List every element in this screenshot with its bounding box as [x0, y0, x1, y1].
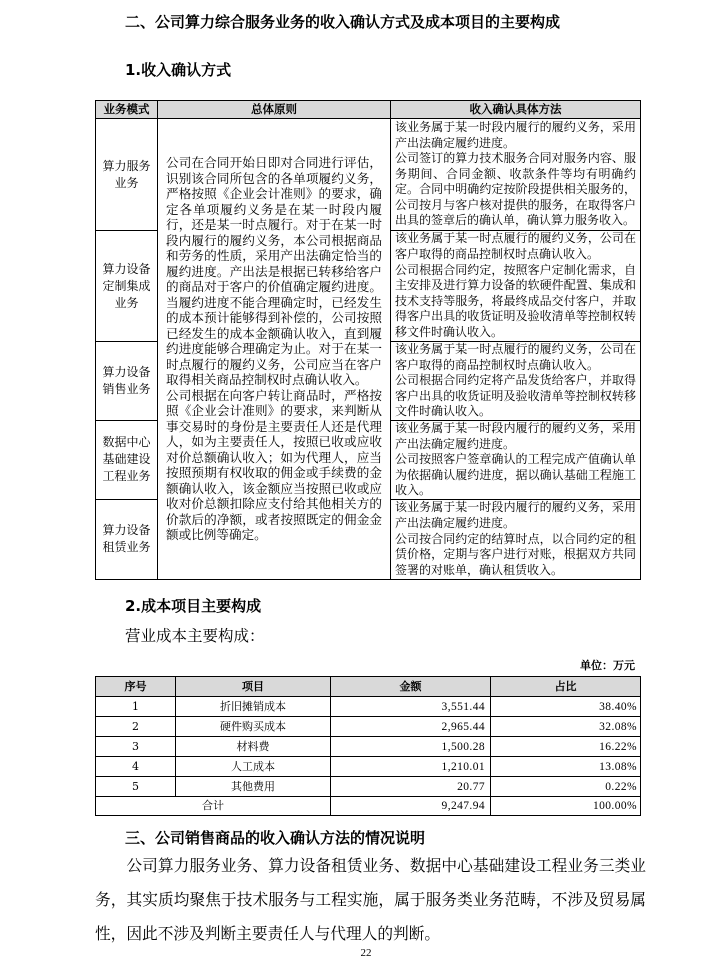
business-mode-cell: 算力设备定制集成业务 — [96, 231, 158, 342]
method-paragraph: 公司根据合同约定，按照客户定制化需求，自主安排及进行算力设备的软硬件配置、集成和技术支持等服务，将最终成品交付客户，并取得客户出具的收货证明及验收清单等控制权转移文件时确认收入。 — [395, 262, 636, 339]
item-cell: 其他费用 — [176, 777, 331, 797]
table-total-row — [96, 797, 641, 816]
method-paragraph: 公司签订的算力技术服务合同对服务内容、服务期间、合同金额、收款条件等均有明确约定。合同中明确约定按阶段提供相关服务的，公司按月与客户核对提供的服务，在取得客户出具的签章后的确认单，确认算力服务收入。 — [395, 151, 636, 228]
general-principle-cell — [158, 119, 391, 580]
table-row — [96, 737, 641, 757]
header-amount: 金额 — [331, 677, 491, 697]
share-cell: 32.08% — [491, 717, 641, 737]
principle-paragraph: 公司根据在向客户转让商品时，严格按照《企业会计准则》的要求，来判断从事交易时的身份是主要责任人还是代理人，如为主要责任人，按照已收或应收对价总额确认收入；如为代理人，应当按照预期有权收取的佣金或手续费的金额确认收入，该金额应当按照已收或应收对价总额扣除应支付给其他相关方的价款后的净额，或者按照既定的佣金金额或比例等确定。 — [166, 387, 382, 543]
share-cell: 13.08% — [491, 757, 641, 777]
subheading-cost-composition: 2.成本项目主要构成 — [125, 597, 262, 615]
share-cell: 0.22% — [491, 777, 641, 797]
page-number: 22 — [360, 947, 372, 959]
header-recognition-method: 收入确认具体方法 — [391, 101, 641, 119]
recognition-method-cell — [391, 421, 641, 500]
amount-cell: 1,500.28 — [331, 737, 491, 757]
item-cell: 硬件购买成本 — [176, 717, 331, 737]
business-mode-cell: 算力设备销售业务 — [96, 342, 158, 421]
principle-paragraph: 公司在合同开始日即对合同进行评估，识别该合同所包含的各单项履约义务，严格按照《企业会计准则》的要求，确定各单项履约义务是在某一时段内履行，还是某一时点履行。对于在某一时段内履行的履约义务，本公司根据商品和劳务的性质，采用产出法确定恰当的履约进度。产出法是根据已转移给客户的商品对于客户的价值确定履约进度。当履约进度不能合理确定时，已经发生的成本预计能够得到补偿的，公司按照已经发生的成本金额确认收入，直到履约进度能够合理确定为止。对于在某一时点履行的履约义务，公司应当在客户取得相关商品控制权时点确认收入。 — [166, 155, 382, 388]
table-header-row — [96, 101, 641, 119]
total-label-cell: 合计 — [96, 797, 331, 816]
method-paragraph: 公司按合同约定的结算时点，以合同约定的租赁价格，定期与客户进行对账，根据双方共同签署的对账单，确认租赁收入。 — [395, 531, 636, 577]
table-row — [96, 757, 641, 777]
table-row — [96, 697, 641, 717]
method-paragraph: 该业务属于某一时段内履行的履约义务，采用产出法确定履约进度。 — [395, 421, 636, 451]
amount-cell: 3,551.44 — [331, 697, 491, 717]
recognition-method-cell — [391, 499, 641, 579]
table-row — [96, 777, 641, 797]
header-serial-no: 序号 — [96, 677, 176, 697]
share-cell: 38.40% — [491, 697, 641, 717]
item-cell: 人工成本 — [176, 757, 331, 777]
sales-revenue-paragraph: 公司算力服务业务、算力设备租赁业务、数据中心基础建设工程业务三类业务，其实质均聚焦于技术服务与工程实施，属于服务类业务范畴，不涉及贸易属性，因此不涉及判断主要责任人与代理人的判断。 — [95, 856, 646, 943]
amount-cell: 1,210.01 — [331, 757, 491, 777]
serial-no-cell: 5 — [96, 777, 176, 797]
cost-intro-text: 营业成本主要构成： — [125, 627, 265, 645]
serial-no-cell: 3 — [96, 737, 176, 757]
total-amount-cell: 9,247.94 — [331, 797, 491, 816]
section-heading-revenue-and-cost: 二、公司算力综合服务业务的收入确认方式及成本项目的主要构成 — [125, 13, 561, 31]
method-paragraph: 该业务属于某一时点履行的履约义务，公司在客户取得的商品控制权时点确认收入。 — [395, 342, 636, 372]
total-share-cell: 100.00% — [491, 797, 641, 816]
header-share: 占比 — [491, 677, 641, 697]
method-paragraph: 公司按照客户签章确认的工程完成产值确认单为依据确认履约进度，据以确认基础工程施工收入。 — [395, 452, 636, 498]
amount-cell: 20.77 — [331, 777, 491, 797]
item-cell: 折旧摊销成本 — [176, 697, 331, 717]
serial-no-cell: 2 — [96, 717, 176, 737]
item-cell: 材料费 — [176, 737, 331, 757]
business-mode-cell: 数据中心基础建设工程业务 — [96, 421, 158, 500]
unit-label: 单位：万元 — [580, 659, 635, 672]
table-row — [96, 717, 641, 737]
header-general-principle: 总体原则 — [158, 101, 391, 119]
method-paragraph: 该业务属于某一时段内履行的履约义务，采用产出法确定履约进度。 — [395, 500, 636, 531]
header-item: 项目 — [176, 677, 331, 697]
method-paragraph: 该业务属于某一时段内履行的履约义务，采用产出法确定履约进度。 — [395, 119, 636, 150]
amount-cell: 2,965.44 — [331, 717, 491, 737]
operating-cost-table — [95, 676, 641, 816]
header-business-mode: 业务模式 — [96, 101, 158, 119]
business-mode-cell: 算力设备租赁业务 — [96, 499, 158, 579]
table-row — [96, 119, 641, 231]
section-heading-sales-revenue: 三、公司销售商品的收入确认方法的情况说明 — [125, 829, 426, 847]
table-header-row — [96, 677, 641, 697]
business-mode-cell: 算力服务业务 — [96, 119, 158, 231]
serial-no-cell: 1 — [96, 697, 176, 717]
subheading-revenue-recognition: 1.收入确认方式 — [125, 61, 232, 79]
recognition-method-cell — [391, 342, 641, 421]
method-paragraph: 该业务属于某一时点履行的履约义务，公司在客户取得的商品控制权时点确认收入。 — [395, 231, 636, 262]
share-cell: 16.22% — [491, 737, 641, 757]
revenue-recognition-table — [95, 100, 641, 580]
recognition-method-cell — [391, 119, 641, 231]
method-paragraph: 公司根据合同约定将产品发货给客户，并取得客户出具的收货证明及验收清单等控制权转移文件时确认收入。 — [395, 373, 636, 419]
recognition-method-cell — [391, 231, 641, 342]
serial-no-cell: 4 — [96, 757, 176, 777]
